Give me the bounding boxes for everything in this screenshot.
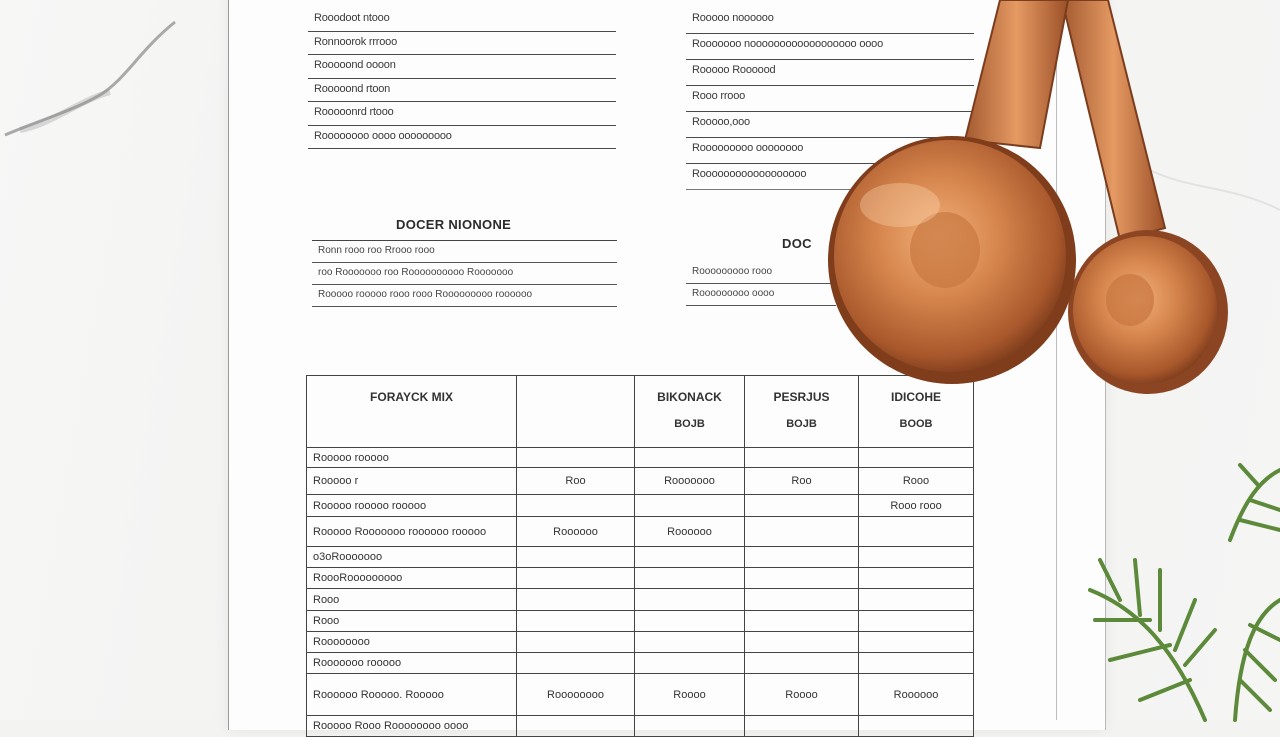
cell: Roooooo [859, 674, 974, 716]
row-label: Rooo [307, 589, 517, 611]
row-label: o3oRooooooo [307, 547, 517, 568]
list-item: Rooo rrooo [686, 86, 974, 112]
header-cell: PESRJUS BOJB [745, 376, 859, 448]
row-label: RoooRooooooooo [307, 568, 517, 589]
section-row: Rooooooooo oooo [686, 284, 836, 306]
cell: Roooooooo [517, 674, 635, 716]
list-item: Roooooooo oooo ooooooooo [308, 126, 616, 150]
cell: Roooooo [635, 517, 745, 547]
list-item: Roooooooooooooooooo [686, 164, 974, 190]
cell: Roooo [635, 674, 745, 716]
row-label: Rooooo rooooo [307, 448, 517, 468]
cell: Roooo [745, 674, 859, 716]
section-row: Rooooooooo rooo [686, 262, 836, 284]
list-item: Rooooo Roooood [686, 60, 974, 86]
row-label: Rooooo Rooooooo roooooo rooooo [307, 517, 517, 547]
list-item: Rooooooo noooooooooooooooooo oooo [686, 34, 974, 60]
cell: Roooooo [517, 517, 635, 547]
row-label: Rooooooo rooooo [307, 653, 517, 674]
row-label: Rooooo Rooo Roooooooo oooo [307, 716, 517, 737]
section-row: Rooooo rooooo rooo rooo Rooooooooo roooooo [312, 285, 617, 307]
list-item: Rooooond rtoon [308, 79, 616, 103]
list-item: Rooodoot ntooo [308, 8, 616, 32]
list-item: Rooooooooo oooooooo [686, 138, 974, 164]
list-item: Rooooo,ooo [686, 112, 974, 138]
row-label: Roooooooo [307, 632, 517, 653]
list-item: Rooooo noooooo [686, 8, 974, 34]
section-row: roo Rooooooo roo Roooooooooo Rooooooo [312, 263, 617, 285]
list-item: Rooooonrd rtooo [308, 102, 616, 126]
row-label: Rooooo r [307, 468, 517, 495]
cell: Rooooooo [635, 468, 745, 495]
section-title: DOCER NIONONE [396, 217, 512, 232]
header-cell: BIKONACK BOJB [635, 376, 745, 448]
cell: Roo [517, 468, 635, 495]
cell: Roo [745, 468, 859, 495]
list-item: Rooooond oooon [308, 55, 616, 79]
list-item: Ronnoorok rrrooo [308, 32, 616, 56]
header-cell: FORAYCK MIX [307, 376, 517, 448]
header-cell: IDICOHE BOOB [859, 376, 974, 448]
section-row: Ronn rooo roo Rrooo rooo [312, 241, 617, 263]
row-label: Rooo [307, 611, 517, 632]
right-section-title: DOC [782, 236, 812, 251]
cell: Rooo rooo [859, 495, 974, 517]
row-label: Roooooo Rooooo. Rooooo [307, 674, 517, 716]
row-label: Rooooo rooooo rooooo [307, 495, 517, 517]
cell: Rooo [859, 468, 974, 495]
